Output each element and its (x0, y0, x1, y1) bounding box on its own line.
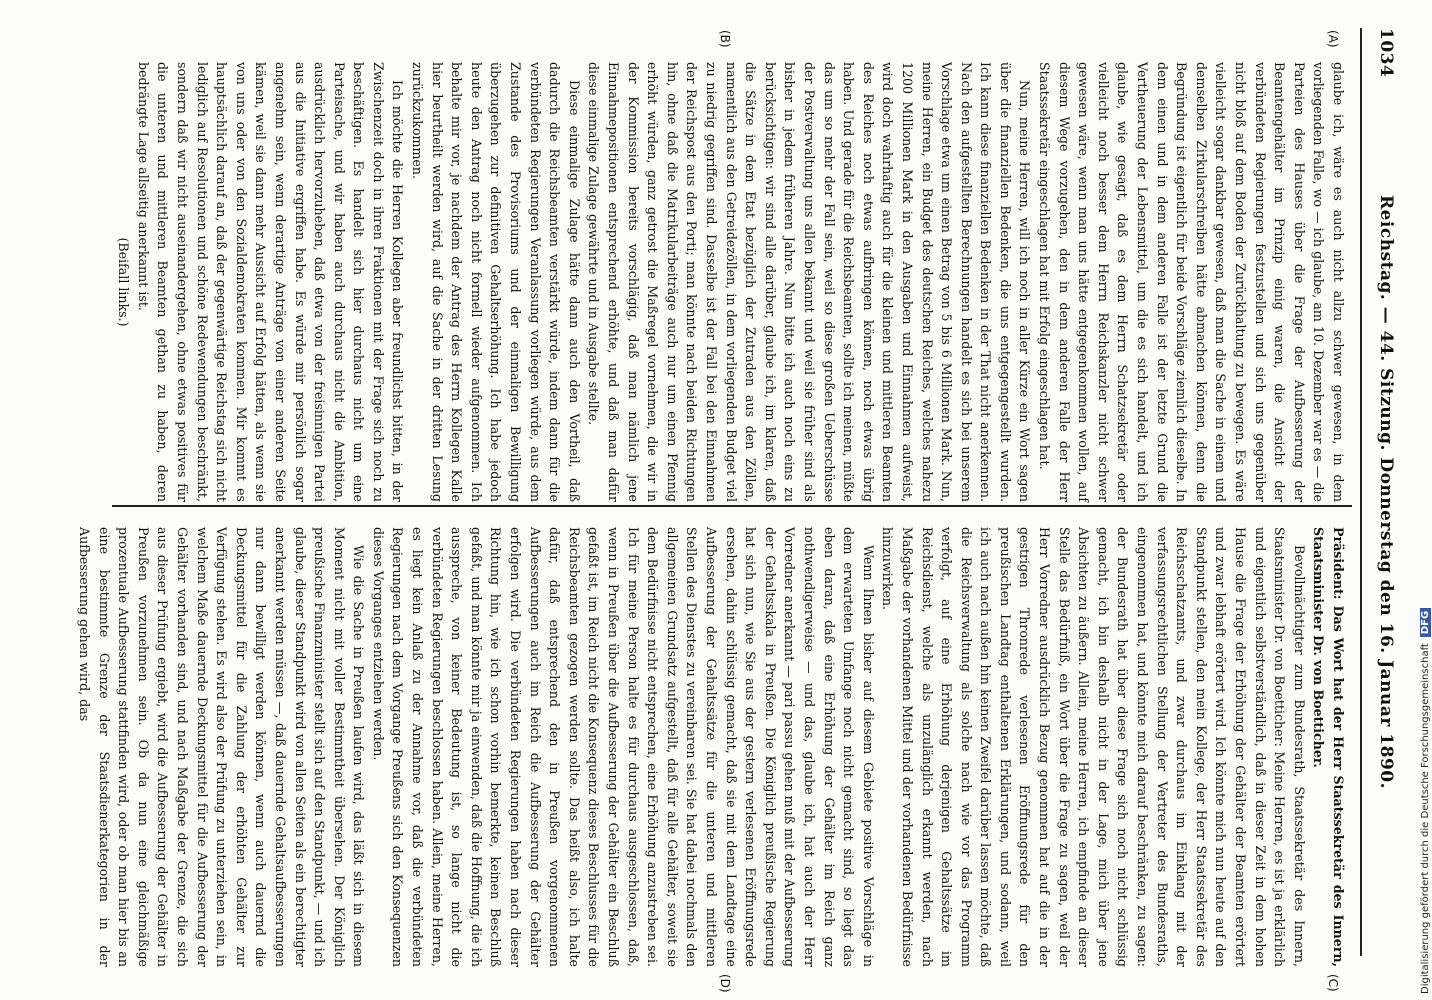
digitization-credit (1420, 0, 1431, 994)
page-number: 1034 (1376, 28, 1396, 78)
applause-note: (Beifall links.) (116, 237, 132, 327)
left-column (114, 62, 1348, 502)
margin-marker-d: (D) (718, 974, 732, 993)
paragraph: Ich möchte die Herren Kollegen aber freundlichst bitten, in der Zwischenzeit doch in ihren Fraktionen mit der Frage sich noch zu beschäftigen. Es handelt sich hier durchaus nicht um eine Parteisache, und wir haben auch durchaus nicht die Ambition, ausdrücklich hervorzuheben, daß etwa von der freisinnigen Partei aus die Initiative ergriffen habe. Es würde mir persönlich sogar angenehm sein, wenn derartige Anträge von einer anderen Seite kämen, weil sie dann mehr Aussicht auf Erfolg hätten, als wenn sie von uns oder von den Sozialdemokraten kommen. Mir kommt es hauptsächlich darauf an, daß der gegenwärtige Reichstag sich nicht lediglich auf Resolutionen und schöne Redewendungen beschränkt, sondern daß wir nicht auseinandergehen, ohne etwas positives für die unteren und mittleren Beamten gethan zu haben, deren bedrängte Lage allseitig anerkannt ist. (135, 62, 406, 502)
column-divider (112, 505, 1352, 507)
page-header (1366, 28, 1396, 956)
paragraph: glaube ich, wäre es auch nicht allzu schwer gewesen, in dem vorliegenden Falle, wo — ich glaube, am 10. Dezember war es — die Parteien des Hauses über die Frage der Aufbesserung der Beamtengehälter im Prinzip einig waren, die Ansicht der verbündeten Regierungen festzustellen und sich uns gegenüber nicht bloß auf dem Boden der Zurückhaltung zu bewegen. Es wäre vielleicht sogar dankbar gewesen, daß man die Sache in einem und demselben Zirkularschreiben hätte abmachen können, denn die Begründung ist eigentlich für beide Vorschläge ziemlich dieselbe. In dem einen und in dem anderen Falle ist der letzte Grund die Vertheuerung der Lebensmittel, um die es sich handelt, und ich glaube, wie gesagt, daß es dem Herrn Schatzsekretär oder vielleicht noch besser dem Herrn Reichskanzler nicht schwer gewesen wäre, wenn man uns hätte entgegenkommen wollen, auf diesem Wege vorzugehen, den in dem anderen Falle der Herr Staatssekretär eingeschlagen hat mit Erfolg eingeschlagen hat. (1037, 62, 1346, 502)
right-column (74, 527, 1348, 967)
paragraph: Diese einmalige Zulage hätte dann auch den Vortheil, daß dadurch die Reichsbeamten verstärkt würde, indem dann für die verbündeten Regierungen Veranlassung vorliegen würde, aus dem Zustande des Provisoriums und der einmaligen Bewilligung überzugehen zur definitiven Gehaltserhöhung. Ich habe jedoch heute den Antrag noch nicht formell wieder aufgenommen. Ich behalte mir vor, je nachdem der Antrag des Herrn Kollegen Kalle hier beurtheilt werden wird, auf die Sache in der dritten Lesung zurückzukommen. (410, 62, 582, 502)
paragraph: Wie die Sache in Preußen laufen wird, das läßt sich in diesem Moment nicht mit voller Bestimmtheit übersehen. Der Königlich preußische Finanzminister stellt sich auf den Standpunkt, — und ich glaube, dieser Standpunkt wird von allen Seiten als ein berechtigter anerkannt werden müssen —, daß dauernde Gehaltsaufbesserungen nur dann bewilligt werden können, wenn auch dauernd die Deckungsmittel für die Zahlung der erhöhten Gehälter zur Verfügung stehen. Es wird also der Prüfung zu unterziehen sein, in welchem Maße dauernde Deckungsmittel für die Aufbesserung der Gehälter vorhanden sind, und nach Maßgabe der Grenze, die sich aus dieser Prüfung ergiebt, wird die Aufbesserung der Gehälter in Preußen vorzunehmen sein. Ob da nun eine gleichmäßige prozentuale Aufbesserung stattfinden wird, oder ob man hier bis an eine bestimmte Grenze der Staatsdienerkategorien in der Aufbesserung gehen wird, das (77, 527, 367, 967)
speaker-intro: Präsident: Das Wort hat der Herr Staatssekretär des Innern, Staatsminister Dr. von Boetticher. (1311, 527, 1346, 967)
dfg-logo: DFG (1420, 608, 1431, 637)
margin-marker-c: (C) (1326, 974, 1340, 992)
margin-marker-a: (A) (1326, 30, 1340, 48)
paragraph: Nun, meine Herren, will ich noch in aller Kürze ein Wort sagen über die finanziellen Bedenken, die uns entgegengestellt wurden. Ich kann diese finanziellen Bedenken in der That nicht anerkennen. Nach den aufgestellten Berechnungen handelt es sich bei unserem Vorschlage etwa um einen Betrag von 5 bis 6 Millionen Mark. Nun, meine Herren, ein Budget des deutschen Reiches, welches nahezu 1200 Millionen Mark in den Ausgaben und Einnahmen aufweist, wird doch wahrhaftig auch für die kleinen und mittleren Beamten des Reiches noch etwas aufbringen können, noch etwas übrig haben. Und gerade für die Reichsbeamten, sollte ich meinen, müßte das um so mehr der Fall sein, weil so diese großen Ueberschüsse der Postverwaltung uns allen bekannt und weil sie früher sind als bisher in jedem früheren Jahre. Nun bitte ich auch noch eins zu berücksichtigen: wir sind alle darüber, glaube ich, im klaren, daß die Sätze in dem Etat bezüglich der Zutraden aus den Zöllen, namentlich aus den Getreidezöllen, in dem vorliegenden Budget viel zu niedrig gegriffen sind. Dasselbe ist der Fall bei den Einnahmen der Reichspost aus den Porti; man könnte nach beiden Richtungen hin, ohne daß die Matrikularbeiträge auch nur um einen Pfennig erhöht würden, ganz getrost die Maßregel vornehmen, die wir in der Kommission bereits vorschlägig, daß man nämlich jene Einnahmepositionen entsprechend erhöhte, und daß man dafür diese einmalige Zulage gewährte und in Ausgabe stellte. (586, 62, 1033, 502)
paragraph: Bevollmächtigter zum Bundesrath, Staatssekretär des Innern, Staatsminister Dr. von Boetticher: Meine Herren, es ist ja erklärlich und eigentlich selbstverständlich, daß in dieser Zeit in dem hohen Hause die Frage der Erhöhung der Gehälter der Beamten erörtert und zwar lebhaft erörtert wird. Ich könnte mich nun heute auf den Standpunkt stellen, den mein Kollege, der Herr Staatssekretär des Reichsschatzamts, und zwar durchaus im Einklang mit der verfassungsrechtlichen Stellung der Vertreter des Bundesraths, eingenommen hat, und könnte mich darauf beschränken, zu sagen: der Bundesrath hat über diese Frage sich noch nicht schlüssig gemacht, ich bin deshalb nicht in der Lage, mich über jene Absichten zu äußern. Allein, meine Herren, ich empfinde an dieser Stelle das Bedürfniß, ein Wort über die Frage zu sagen, weil der Herr Vorredner ausdrücklich Bezug genommen hat auf die in der gestrigen Thronrede verlesenen Eröffnungsrede für den preußischen Landtag enthaltenen Erklärungen, und sodann, weil ich auch nach außen hin keinen Zweifel darüber lassen möchte, daß die Reichsverwaltung als solche nach wie vor das Programm verfolgt, auf eine Erhöhung derjenigen Gehaltssätze im Reichsdienst, welche als unzulänglich erkannt werden, nach Maßgabe der vorhandenen Mittel und der vorhandenen Bedürfnisse hinzuwirken. (880, 527, 1307, 967)
margin-marker-b: (B) (718, 30, 732, 48)
credit-text: Digitalisierung gefördert durch die Deutsche Forschungsgemeinschaft (1420, 643, 1431, 994)
running-title: Reichstag. — 44. Sitzung. Donnerstag den 16. Januar 1890. (1376, 194, 1396, 790)
header-rule (1360, 28, 1362, 956)
paragraph: Wenn Ihnen bisher auf diesem Gebiete positive Vorschläge in dem erwarteten Umfange noch nicht gemacht sind, so liegt das eben daran, daß eine Erhöhung der Gehälter im Reich ganz nothwendigerweise — und das, glaube ich, hat auch der Herr Vorredner anerkannt — pari passu gehen muß mit der Aufbesserung der Gehaltsskala in Preußen. Die Königlich preußische Regierung hat sich nun, wie Sie aus der gestern verlesenen Eröffnungsrede ersehen, dahin schlüssig gemacht, daß sie mit dem Landtage eine Aufbesserung der Gehaltssätze für die unteren und mittleren Stellen des Dienstes zu vereinbaren sei. Sie hat dabei nochmals den allgemeinen Grundsatz aufgestellt, daß für alle Gehälter, soweit sie dem Bedürfnisse nicht entsprechen, eine Erhöhung anzustreben sei. Ich für meine Person halte es für durchaus ausgeschlossen, daß, wenn in Preußen über die Aufbesserung der Gehälter ein Beschluß gefaßt ist, im Reich nicht die Konsequenz dieses Beschlusses für die Reichsbeamten gezogen werden sollte. Das heißt also, ich halte dafür, daß entsprechend den in Preußen vorgenommenen Aufbesserungen auch im Reich die Aufbesserung der Gehälter erfolgen wird. Die verbündeten Regierungen haben nach dieser Richtung hin, wie ich schon vorhin bemerkte, keinen Beschluß gefaßt, und man könnte mir ja einwenden, daß die Hoffnung, die ich ausspreche, von keiner Bedeutung ist, so lange nicht die verbündeten Regierungen beschlossen haben. Allein, meine Herren, es liegt kein Anlaß zu der Annahme vor, daß die verbündeten Regierungen nach dem Vorgange Preußens sich den Konsequenzen dieses Vorganges entziehen werden. (370, 527, 876, 967)
